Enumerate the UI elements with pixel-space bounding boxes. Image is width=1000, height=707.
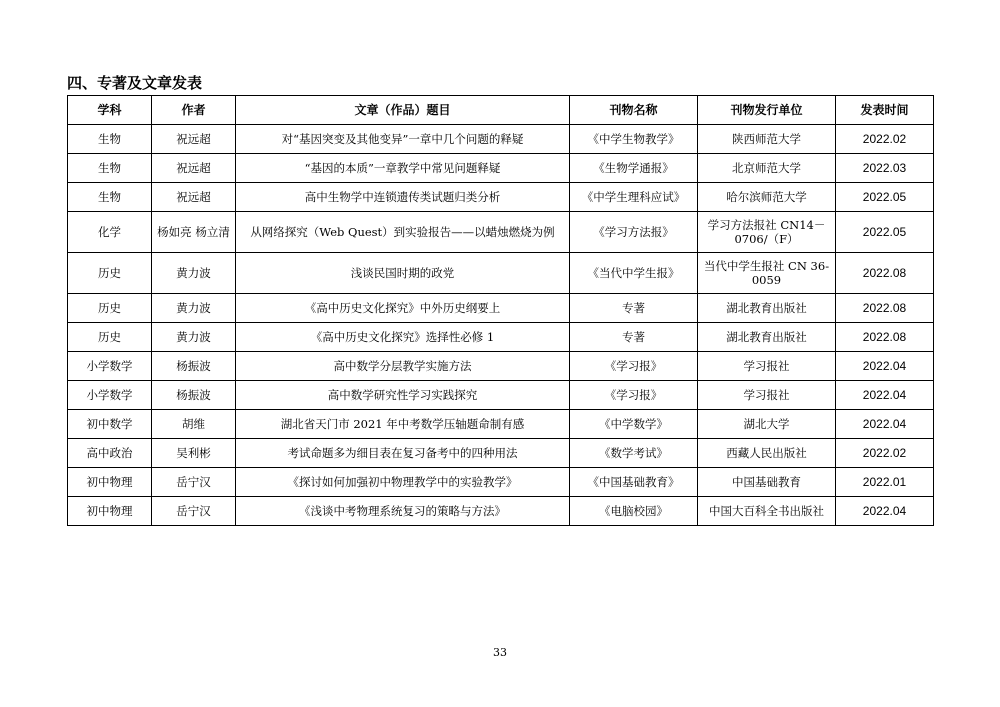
cell-author: 黄力波 bbox=[152, 323, 236, 352]
cell-date: 2022.04 bbox=[836, 352, 934, 381]
table-row bbox=[68, 468, 934, 497]
cell-title: 《浅谈中考物理系统复习的策略与方法》 bbox=[236, 497, 570, 526]
cell-date: 2022.04 bbox=[836, 410, 934, 439]
cell-title: 湖北省天门市 2021 年中考数学压轴题命制有感 bbox=[236, 410, 570, 439]
cell-author: 胡维 bbox=[152, 410, 236, 439]
table-row bbox=[68, 253, 934, 294]
cell-title: 从网络探究（Web Quest）到实验报告——以蜡烛燃烧为例 bbox=[236, 212, 570, 253]
cell-journal: 《电脑校园》 bbox=[570, 497, 698, 526]
table-row bbox=[68, 352, 934, 381]
cell-subject: 历史 bbox=[68, 253, 152, 294]
table-row bbox=[68, 410, 934, 439]
cell-journal: 《学习报》 bbox=[570, 381, 698, 410]
cell-author: 杨如亮 杨立清 bbox=[152, 212, 236, 253]
cell-publisher: 湖北教育出版社 bbox=[698, 294, 836, 323]
cell-author: 岳宁汉 bbox=[152, 468, 236, 497]
cell-journal: 《中学数学》 bbox=[570, 410, 698, 439]
cell-publisher: 湖北大学 bbox=[698, 410, 836, 439]
cell-subject: 初中数学 bbox=[68, 410, 152, 439]
cell-author: 岳宁汉 bbox=[152, 497, 236, 526]
cell-subject: 生物 bbox=[68, 183, 152, 212]
cell-publisher: 中国基础教育 bbox=[698, 468, 836, 497]
cell-title: 《高中历史文化探究》中外历史纲要上 bbox=[236, 294, 570, 323]
cell-subject: 生物 bbox=[68, 154, 152, 183]
cell-author: 祝远超 bbox=[152, 154, 236, 183]
cell-journal: 《生物学通报》 bbox=[570, 154, 698, 183]
section-title: 四、专著及文章发表 bbox=[67, 74, 203, 92]
cell-publisher: 陕西师范大学 bbox=[698, 125, 836, 154]
cell-subject: 小学数学 bbox=[68, 381, 152, 410]
table-row bbox=[68, 323, 934, 352]
table-row bbox=[68, 439, 934, 468]
cell-date: 2022.01 bbox=[836, 468, 934, 497]
table-row bbox=[68, 381, 934, 410]
cell-subject: 历史 bbox=[68, 323, 152, 352]
cell-date: 2022.04 bbox=[836, 381, 934, 410]
cell-title: 高中生物学中连锁遗传类试题归类分析 bbox=[236, 183, 570, 212]
cell-title: 高中数学研究性学习实践探究 bbox=[236, 381, 570, 410]
publications-table bbox=[67, 95, 934, 526]
cell-author: 杨振波 bbox=[152, 352, 236, 381]
column-header-author: 作者 bbox=[152, 96, 236, 125]
cell-title: “基因的本质”一章教学中常见问题释疑 bbox=[236, 154, 570, 183]
table-row bbox=[68, 154, 934, 183]
cell-author: 杨振波 bbox=[152, 381, 236, 410]
table-header-row bbox=[68, 96, 934, 125]
cell-date: 2022.03 bbox=[836, 154, 934, 183]
table-row bbox=[68, 212, 934, 253]
cell-title: 《探讨如何加强初中物理教学中的实验教学》 bbox=[236, 468, 570, 497]
cell-publisher: 当代中学生报社 CN 36-0059 bbox=[698, 253, 836, 294]
table-row bbox=[68, 183, 934, 212]
cell-journal: 专著 bbox=[570, 294, 698, 323]
cell-date: 2022.02 bbox=[836, 125, 934, 154]
cell-journal: 《中学生理科应试》 bbox=[570, 183, 698, 212]
cell-journal: 《中学生物教学》 bbox=[570, 125, 698, 154]
cell-journal: 《学习报》 bbox=[570, 352, 698, 381]
page-number: 33 bbox=[493, 646, 507, 659]
cell-date: 2022.08 bbox=[836, 323, 934, 352]
cell-date: 2022.05 bbox=[836, 183, 934, 212]
cell-title: 高中数学分层教学实施方法 bbox=[236, 352, 570, 381]
cell-journal: 《当代中学生报》 bbox=[570, 253, 698, 294]
cell-date: 2022.05 bbox=[836, 212, 934, 253]
cell-publisher: 学习报社 bbox=[698, 381, 836, 410]
cell-title: 对“基因突变及其他变异”一章中几个问题的释疑 bbox=[236, 125, 570, 154]
column-header-publisher: 刊物发行单位 bbox=[698, 96, 836, 125]
cell-author: 祝远超 bbox=[152, 183, 236, 212]
cell-publisher: 哈尔滨师范大学 bbox=[698, 183, 836, 212]
cell-journal: 《数学考试》 bbox=[570, 439, 698, 468]
cell-date: 2022.04 bbox=[836, 497, 934, 526]
cell-publisher: 学习方法报社 CN14－0706/（F） bbox=[698, 212, 836, 253]
cell-author: 黄力波 bbox=[152, 253, 236, 294]
column-header-date: 发表时间 bbox=[836, 96, 934, 125]
cell-title: 考试命题多为细目表在复习备考中的四种用法 bbox=[236, 439, 570, 468]
table-row bbox=[68, 125, 934, 154]
cell-author: 吴利彬 bbox=[152, 439, 236, 468]
column-header-title: 文章（作品）题目 bbox=[236, 96, 570, 125]
cell-publisher: 湖北教育出版社 bbox=[698, 323, 836, 352]
cell-journal: 专著 bbox=[570, 323, 698, 352]
table-row bbox=[68, 497, 934, 526]
cell-author: 祝远超 bbox=[152, 125, 236, 154]
cell-journal: 《学习方法报》 bbox=[570, 212, 698, 253]
cell-author: 黄力波 bbox=[152, 294, 236, 323]
column-header-subject: 学科 bbox=[68, 96, 152, 125]
column-header-journal: 刊物名称 bbox=[570, 96, 698, 125]
cell-journal: 《中国基础教育》 bbox=[570, 468, 698, 497]
cell-title: 浅谈民国时期的政党 bbox=[236, 253, 570, 294]
cell-subject: 生物 bbox=[68, 125, 152, 154]
cell-publisher: 中国大百科全书出版社 bbox=[698, 497, 836, 526]
cell-title: 《高中历史文化探究》选择性必修 1 bbox=[236, 323, 570, 352]
cell-subject: 初中物理 bbox=[68, 497, 152, 526]
cell-publisher: 西藏人民出版社 bbox=[698, 439, 836, 468]
cell-subject: 历史 bbox=[68, 294, 152, 323]
cell-subject: 高中政治 bbox=[68, 439, 152, 468]
cell-date: 2022.08 bbox=[836, 294, 934, 323]
cell-subject: 初中物理 bbox=[68, 468, 152, 497]
cell-date: 2022.02 bbox=[836, 439, 934, 468]
cell-publisher: 北京师范大学 bbox=[698, 154, 836, 183]
cell-publisher: 学习报社 bbox=[698, 352, 836, 381]
cell-subject: 化学 bbox=[68, 212, 152, 253]
table-row bbox=[68, 294, 934, 323]
cell-date: 2022.08 bbox=[836, 253, 934, 294]
cell-subject: 小学数学 bbox=[68, 352, 152, 381]
